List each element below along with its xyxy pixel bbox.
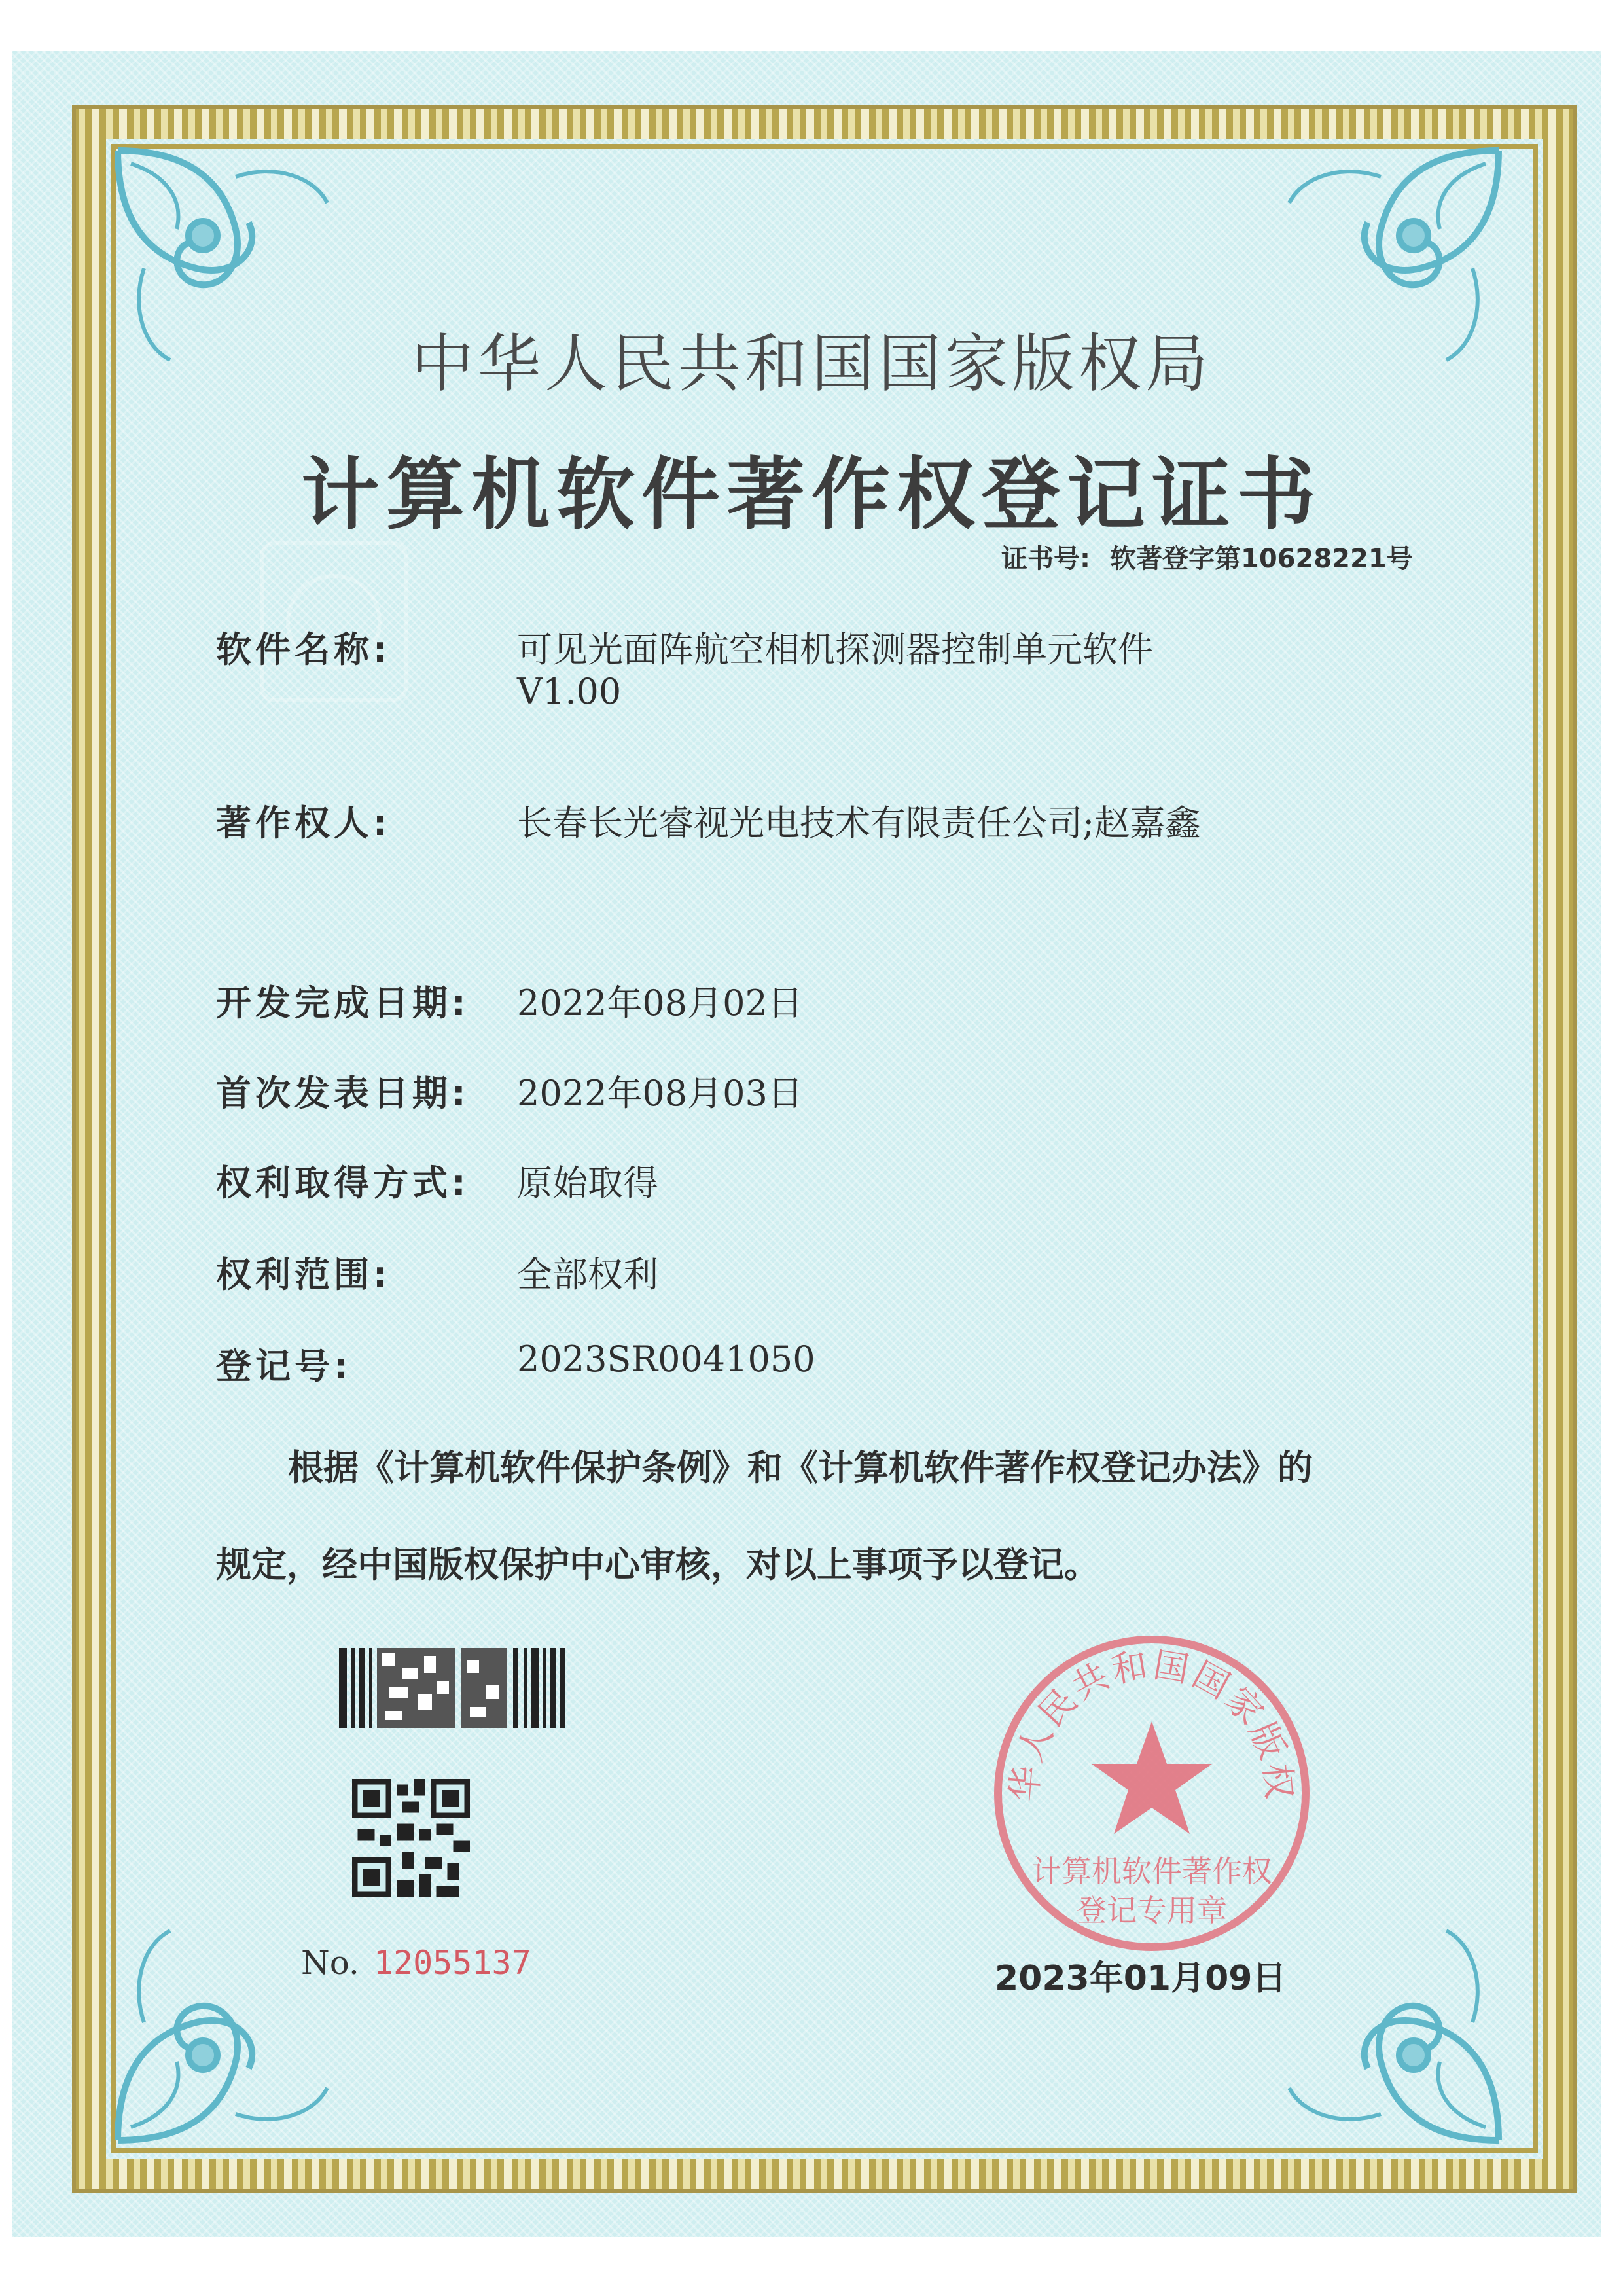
seal-inner-line2: 登记专用章	[1077, 1893, 1227, 1928]
seal-inner-line1: 计算机软件著作权	[1031, 1854, 1272, 1889]
field-value: 2022年08月02日	[517, 982, 803, 1024]
field-label: 软件名称:	[216, 629, 391, 670]
field-rights-scope	[216, 1247, 658, 1297]
field-label: 权利取得方式:	[216, 1162, 470, 1204]
field-label: 首次发表日期:	[216, 1073, 470, 1114]
basis-line-1: 根据《计算机软件保护条例》和《计算机软件著作权登记办法》的	[288, 1447, 1313, 1488]
field-value: 2023SR0041050	[517, 1338, 815, 1380]
field-value: 可见光面阵航空相机探测器控制单元软件	[517, 629, 1153, 670]
field-owner	[216, 795, 1200, 846]
issue-date: 2023年01月09日	[995, 1959, 1287, 1998]
seal-outer-text: 华人民共和国国家版权	[1003, 1643, 1300, 1803]
star-icon	[1092, 1721, 1212, 1834]
field-label: 开发完成日期:	[216, 982, 470, 1024]
field-label: 著作权人:	[216, 802, 391, 844]
serial-label: No.	[301, 1944, 359, 1982]
field-acquire-method	[216, 1155, 658, 1206]
field-value: 2022年08月03日	[517, 1073, 803, 1114]
field-registration-number	[216, 1338, 815, 1389]
cert-no-label: 证书号:	[1001, 544, 1090, 574]
qr-code-icon	[352, 1779, 470, 1897]
certificate-number	[1001, 538, 1413, 575]
field-label: 权利范围:	[216, 1254, 391, 1295]
serial-number	[301, 1944, 531, 1982]
basis-line-2: 规定，经中国版权保护中心审核，对以上事项予以登记。	[216, 1544, 1099, 1585]
software-version: V1.00	[517, 671, 622, 712]
field-value: 原始取得	[517, 1162, 658, 1204]
field-value: 全部权利	[517, 1254, 658, 1295]
authority-title: 中华人民共和国国家版权局	[411, 327, 1212, 401]
certificate-title: 计算机软件著作权登记证书	[301, 448, 1322, 541]
barcode-icon	[339, 1648, 565, 1728]
field-dev-date	[216, 975, 803, 1026]
official-seal	[982, 1623, 1322, 1964]
field-value: 长春长光睿视光电技术有限责任公司;赵嘉鑫	[517, 802, 1201, 844]
field-label: 登记号:	[216, 1346, 352, 1387]
cert-no-value: 软著登字第10628221号	[1110, 544, 1413, 574]
field-pub-date	[216, 1066, 803, 1116]
field-software-name	[216, 622, 1153, 712]
serial-value: 12055137	[373, 1944, 531, 1982]
